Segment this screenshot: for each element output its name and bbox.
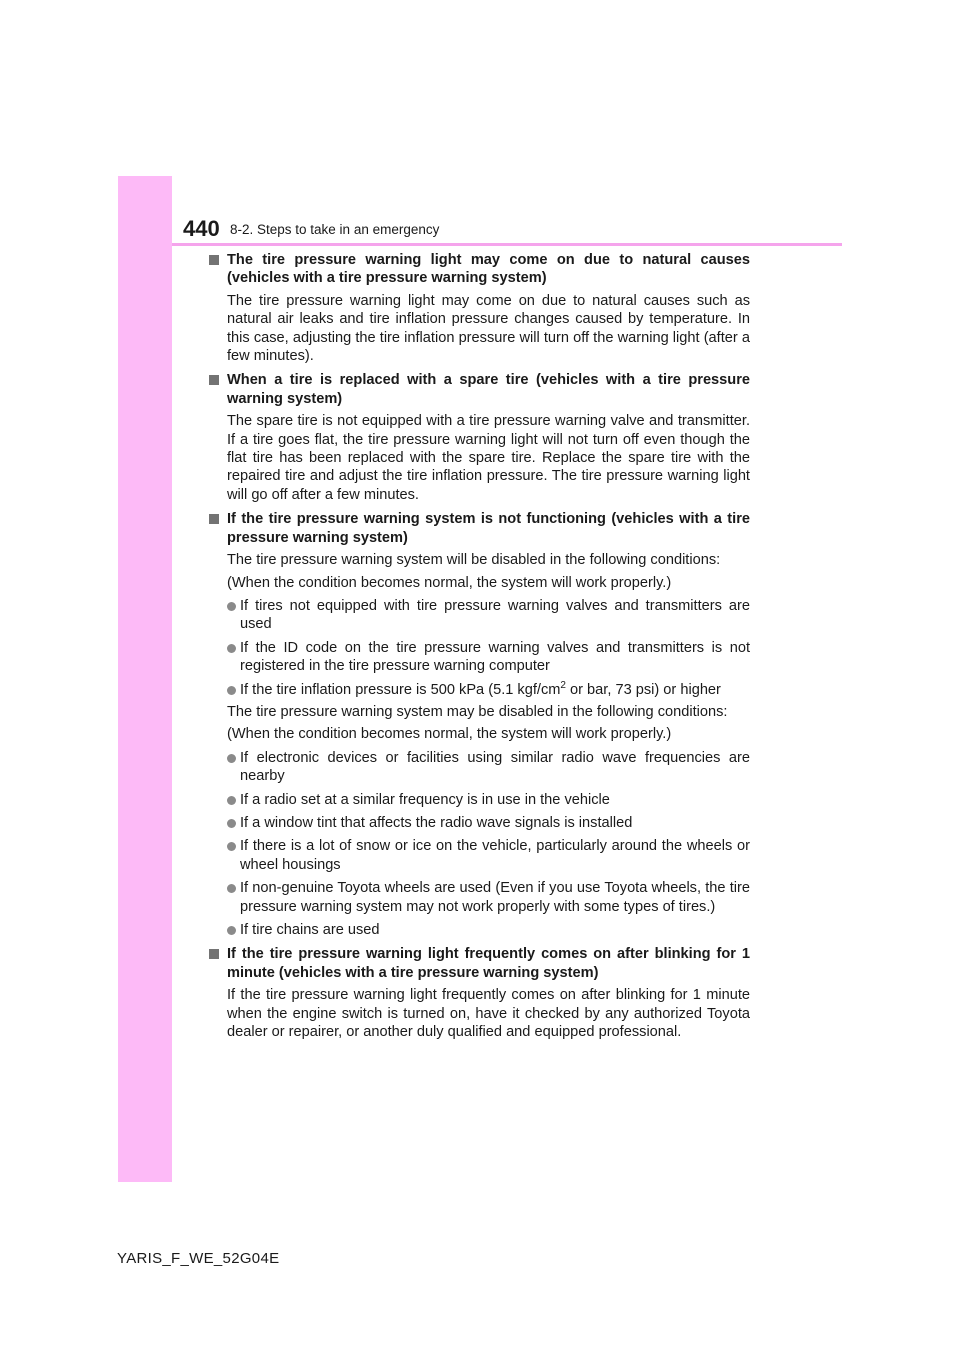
section-heading (209, 251, 750, 288)
list-item-text: If there is a lot of snow or ice on the vehicle, particularly around the wheels or wheel housings (240, 838, 750, 873)
square-bullet-icon (209, 375, 219, 385)
list-item (209, 681, 750, 699)
circle-bullet-icon (227, 842, 236, 851)
list-item (209, 639, 750, 676)
circle-bullet-icon (227, 796, 236, 805)
main-content (209, 251, 750, 1041)
body-paragraph: The spare tire is not equipped with a tire pressure warning valve and transmitter. If a tire goes flat, the tire pressure warning light will not turn off even though the flat tire has been replaced with the spare tire. Replace the spare tire with the repaired tire and adjust the tire inflation pressure. The tire pressure warning light will go off after a few minutes. (227, 413, 750, 503)
header-rule (172, 243, 842, 246)
circle-bullet-icon (227, 602, 236, 611)
superscript: 2 (560, 679, 566, 691)
list-item-text: If non-genuine Toyota wheels are used (Even if you use Toyota wheels, the tire pressure warning system may not work properly with some types of tires.) (240, 880, 750, 915)
list-item-text-part: or bar, 73 psi) or higher (565, 681, 721, 698)
square-bullet-icon (209, 949, 219, 959)
list-item (209, 814, 750, 832)
body-paragraph: The tire pressure warning light may come on due to natural causes such as natural air leaks and tire inflation pressure changes caused by temperature. In this case, adjusting the tire inflation pressure will turn off the warning light (after a few minutes). (227, 292, 750, 365)
list-item (209, 791, 750, 809)
list-item-text: If electronic devices or facilities using similar radio wave frequencies are nearby (240, 749, 750, 785)
list-item-text: If tire chains are used (240, 922, 380, 938)
list-item-text-part: If the tire inflation pressure is 500 kPa (5.1 kgf/cm (240, 681, 561, 698)
body-paragraph: The tire pressure warning system will be disabled in the following conditions: (227, 552, 721, 569)
section-heading (209, 510, 750, 547)
list-item (209, 837, 750, 874)
list-item (209, 597, 750, 634)
square-bullet-icon (209, 255, 219, 265)
body-paragraph: (When the condition becomes normal, the system will work properly.) (227, 574, 672, 591)
body-paragraph: (When the condition becomes normal, the system will work properly.) (227, 726, 672, 743)
list-item (209, 879, 750, 916)
list-item (209, 921, 750, 939)
document-code: YARIS_F_WE_52G04E (117, 1250, 280, 1267)
circle-bullet-icon (227, 686, 236, 695)
list-item-text: If tires not equipped with tire pressure warning valves and transmitters are used (240, 597, 750, 633)
section-heading (209, 371, 750, 408)
body-paragraph: If the tire pressure warning light frequently comes on after blinking for 1 minute when the engine switch is turned on, have it checked by any authorized Toyota dealer or repairer, or another duly qualified and equipped professional. (227, 987, 750, 1041)
heading-text: If the tire pressure warning system is not functioning (vehicles with a tire pressure warning system) (227, 511, 750, 546)
circle-bullet-icon (227, 754, 236, 763)
page-number: 440 (183, 216, 220, 241)
list-item-text: If a window tint that affects the radio wave signals is installed (240, 814, 633, 831)
chapter-sidebar-tab (118, 176, 172, 1182)
body-paragraph: The tire pressure warning system may be disabled in the following conditions: (227, 703, 728, 720)
heading-text: When a tire is replaced with a spare tire (vehicles with a tire pressure warning system) (227, 372, 750, 407)
list-item-text (240, 679, 721, 698)
heading-text: If the tire pressure warning light frequently comes on after blinking for 1 minute (vehicles with a tire pressure warning system) (227, 946, 750, 981)
square-bullet-icon (209, 514, 219, 524)
circle-bullet-icon (227, 884, 236, 893)
list-item-text: If the ID code on the tire pressure warning valves and transmitters is not registered in the tire pressure warning computer (240, 639, 750, 675)
circle-bullet-icon (227, 926, 236, 935)
heading-text: The tire pressure warning light may come on due to natural causes (vehicles with a tire pressure warning system) (227, 252, 750, 287)
section-heading (209, 945, 750, 982)
circle-bullet-icon (227, 644, 236, 653)
section-title: 8-2. Steps to take in an emergency (230, 222, 440, 237)
list-item-text: If a radio set at a similar frequency is in use in the vehicle (240, 791, 610, 808)
list-item (209, 749, 750, 786)
circle-bullet-icon (227, 819, 236, 828)
